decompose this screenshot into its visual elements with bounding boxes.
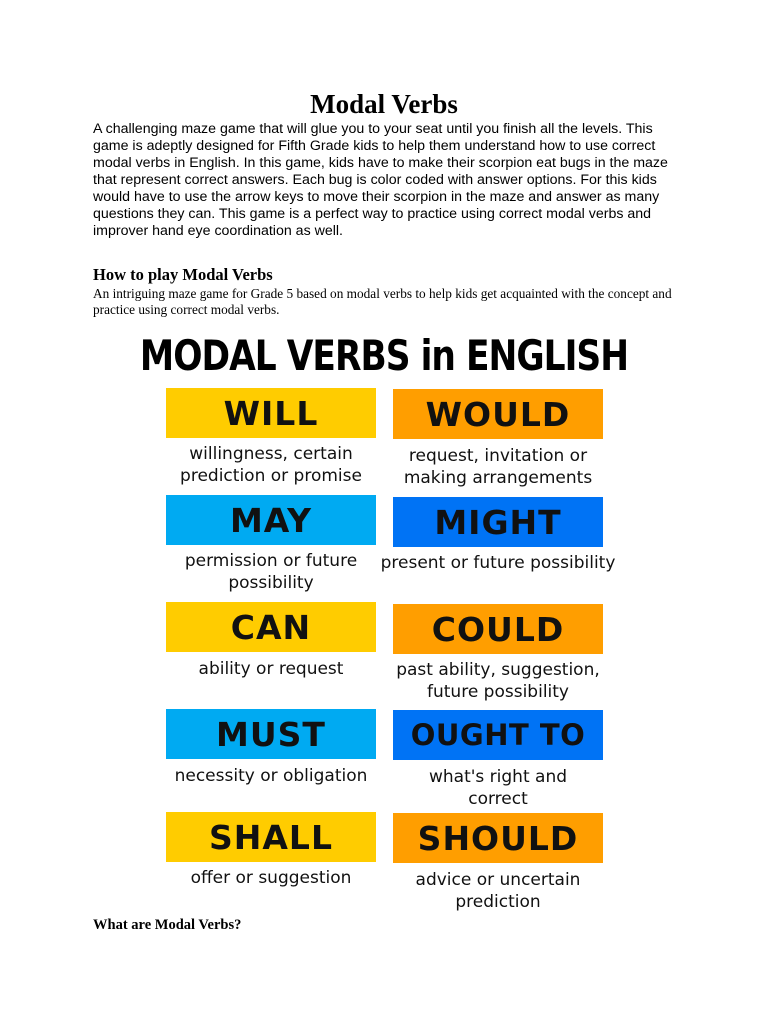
verb-tile-ought-to: OUGHT TO (393, 710, 603, 760)
verb-meaning-must: necessity or obligation (174, 766, 368, 786)
verb-tile-can: CAN (166, 602, 376, 652)
verb-meaning-would: request, invitation or making arrangements (403, 446, 593, 488)
verb-tile-will: WILL (166, 388, 376, 438)
verb-meaning-may: permission or future possibility (184, 551, 358, 593)
verb-meaning-shall: offer or suggestion (190, 868, 352, 888)
intro-paragraph: A challenging maze game that will glue you to your seat until you finish all the levels. This game is adeptly designed for Fifth Grade kids to help them understand how to use correct modal verbs in English. In this game, kids have to make their scorpion eat bugs in the maze that represent correct answers. Each bug is color coded with answer options. For this kids would have to use the arrow keys to move their scorpion in the maze and answer as many questions they can. This game is a perfect way to practice using correct modal verbs and improver hand eye coordination as well. (93, 121, 668, 239)
verb-tile-may: MAY (166, 495, 376, 545)
what-are-modal-verbs-heading: What are Modal Verbs? (93, 917, 242, 933)
verb-meaning-ought-to: what's right and correct (428, 767, 568, 809)
verb-meaning-should: advice or uncertain prediction (415, 870, 581, 912)
how-to-text: An intriguing maze game for Grade 5 based on modal verbs to help kids get acquainted with the concept and practice using correct modal verbs. (93, 286, 672, 317)
verb-meaning-will: willingness, certain prediction or promise (180, 444, 362, 486)
verb-tile-could: COULD (393, 604, 603, 654)
verb-meaning-could: past ability, suggestion, future possibility (396, 660, 600, 702)
verb-meaning-can: ability or request (198, 659, 344, 679)
verb-tile-shall: SHALL (166, 812, 376, 862)
poster-title: MODAL VERBS in ENGLISH (139, 331, 629, 380)
page-title: Modal Verbs (310, 89, 458, 119)
verb-tile-must: MUST (166, 709, 376, 759)
verb-tile-would: WOULD (393, 389, 603, 439)
verb-tile-might: MIGHT (393, 497, 603, 547)
verb-meaning-might: present or future possibility (380, 553, 616, 573)
how-to-heading: How to play Modal Verbs (93, 265, 273, 284)
verb-tile-should: SHOULD (393, 813, 603, 863)
